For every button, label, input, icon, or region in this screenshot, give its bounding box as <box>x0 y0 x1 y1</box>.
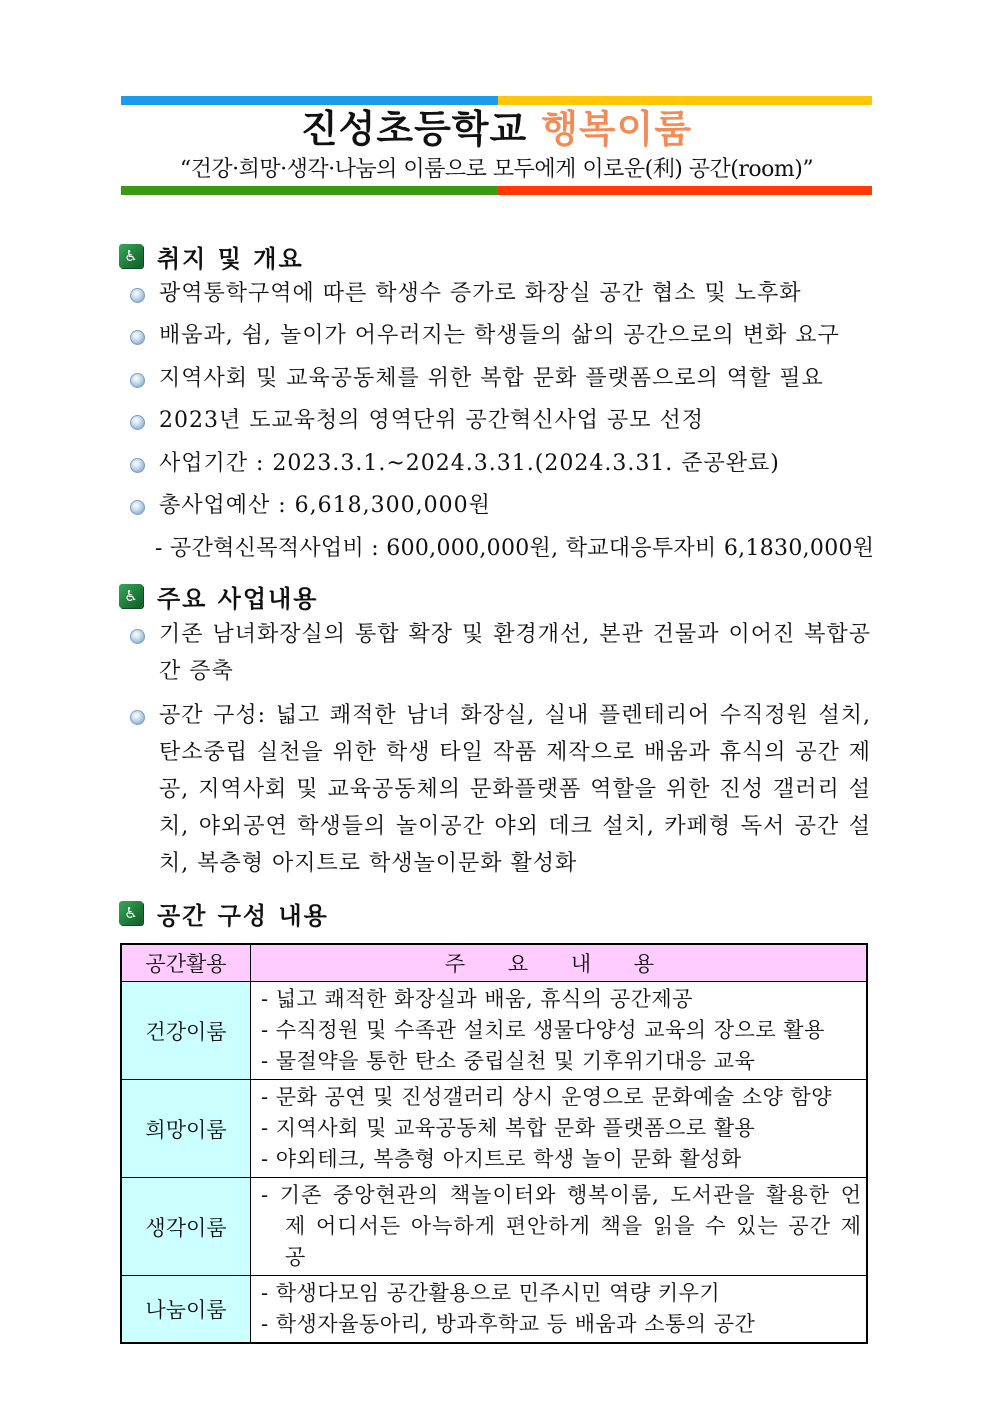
content-line: - 야외테크, 복층형 아지트로 학생 놀이 문화 활성화 <box>261 1147 742 1171</box>
category-cell: 생각이룸 <box>121 1178 251 1276</box>
bullet-circle-icon <box>130 629 145 644</box>
list-item <box>130 318 840 354</box>
list-item-text: 사업기간 : 2023.3.1.~2024.3.31.(2024.3.31. 준공완료) <box>159 451 780 476</box>
table-row <box>121 1276 867 1344</box>
content-line: - 학생다모임 공간활용으로 민주시민 역량 키우기 <box>261 1281 721 1305</box>
section-heading-overview <box>119 239 304 273</box>
content-cell <box>251 1276 868 1344</box>
header-cell-content: 주 요 내 용 <box>251 944 868 982</box>
section-title: 취지 및 개요 <box>157 243 304 273</box>
list-item-text: 광역통학구역에 따른 학생수 증가로 화장실 공간 협소 및 노후화 <box>159 281 802 306</box>
section-heading-main-work <box>119 579 318 613</box>
table-row <box>121 982 867 1080</box>
bullet-circle-icon <box>130 373 145 388</box>
category-cell: 건강이룸 <box>121 982 251 1080</box>
list-item <box>130 276 802 312</box>
section-title: 주요 사업내용 <box>157 583 319 613</box>
budget-breakdown: - 공간혁신목적사업비 : 600,000,000원, 학교대응투자비 6,1830,000원 <box>155 536 875 561</box>
list-item-text: 공간 구성: 넓고 쾌적한 남녀 화장실, 실내 플렌테리어 수직정원 설치, 탄소중립 실천을 위한 학생 타일 작품 제작으로 배움과 휴식의 공간 제공, 지역사회 및 교육공동체의 문화플랫폼 역할을 위한 진성 갤러리 설치, 야외공연 학생들의 놀이공간 야외 데크 설치, 카페형 독서 공간 설치, 복층형 아지트로 학생놀이문화 활성화 <box>159 703 871 876</box>
header-cell-usage: 공간활용 <box>121 944 251 982</box>
table-header-row <box>121 944 867 982</box>
bullet-circle-icon <box>130 458 145 473</box>
content-line: - 물절약을 통한 탄소 중립실천 및 기후위기대응 교육 <box>261 1049 756 1073</box>
green-cube-accessibility-icon <box>119 244 143 268</box>
list-item <box>130 403 704 439</box>
content-cell <box>251 1080 868 1178</box>
content-line: - 학생자율동아리, 방과후학교 등 배움과 소통의 공간 <box>261 1312 756 1336</box>
bullet-circle-icon <box>130 415 145 430</box>
list-item-text: 총사업예산 : 6,618,300,000원 <box>159 493 491 518</box>
list-item <box>130 616 871 690</box>
header-bar-green <box>121 186 498 195</box>
school-name: 진성초등학교 <box>300 107 528 151</box>
content-line: - 넓고 쾌적한 화장실과 배움, 휴식의 공간제공 <box>261 987 693 1011</box>
list-item-text: 배움과, 쉼, 놀이가 어우러지는 학생들의 삶의 공간으로의 변화 요구 <box>159 323 840 348</box>
content-cell <box>251 982 868 1080</box>
list-item-text: 2023년 도교육청의 영역단위 공간혁신사업 공모 선정 <box>159 408 704 433</box>
list-item-text: 기존 남녀화장실의 통합 확장 및 환경개선, 본관 건물과 이어진 복합공간 증축 <box>159 622 871 684</box>
content-line: - 기존 중앙현관의 책놀이터와 행복이룸, 도서관을 활용한 언제 어디서든 아늑하게 편안하게 책을 읽을 수 있는 공간 제공 <box>261 1183 862 1269</box>
list-item <box>130 361 824 397</box>
list-item-text: 지역사회 및 교육공동체를 위한 복합 문화 플랫폼으로의 역할 필요 <box>159 366 824 391</box>
category-cell: 나눔이룸 <box>121 1276 251 1344</box>
room-name: 행복이룸 <box>541 107 693 151</box>
green-cube-accessibility-icon <box>119 584 143 608</box>
table-row <box>121 1080 867 1178</box>
table-row <box>121 1178 867 1276</box>
content-line: - 수직정원 및 수족관 설치로 생물다양성 교육의 장으로 활용 <box>261 1018 825 1042</box>
content-line: - 문화 공연 및 진성갤러리 상시 운영으로 문화예술 소양 함양 <box>261 1085 833 1109</box>
header-bar-red <box>498 186 872 195</box>
list-item <box>130 488 491 524</box>
list-item <box>130 697 871 882</box>
bullet-circle-icon <box>130 288 145 303</box>
space-composition-table <box>120 943 868 1344</box>
list-item <box>130 446 780 482</box>
green-cube-accessibility-icon <box>119 901 143 925</box>
content-line: - 지역사회 및 교육공동체 복합 문화 플랫폼으로 활용 <box>261 1116 756 1140</box>
section-title: 공간 구성 내용 <box>157 900 329 930</box>
bullet-circle-icon <box>130 710 145 725</box>
bullet-circle-icon <box>130 500 145 515</box>
page-subtitle: “건강·희망·생각·나눔의 이룸으로 모두에게 이로운(利) 공간(room)” <box>179 157 814 182</box>
bullet-circle-icon <box>130 330 145 345</box>
section-heading-space-composition <box>119 896 329 930</box>
content-cell <box>251 1178 868 1276</box>
page-title <box>121 104 872 154</box>
category-cell: 희망이룸 <box>121 1080 251 1178</box>
